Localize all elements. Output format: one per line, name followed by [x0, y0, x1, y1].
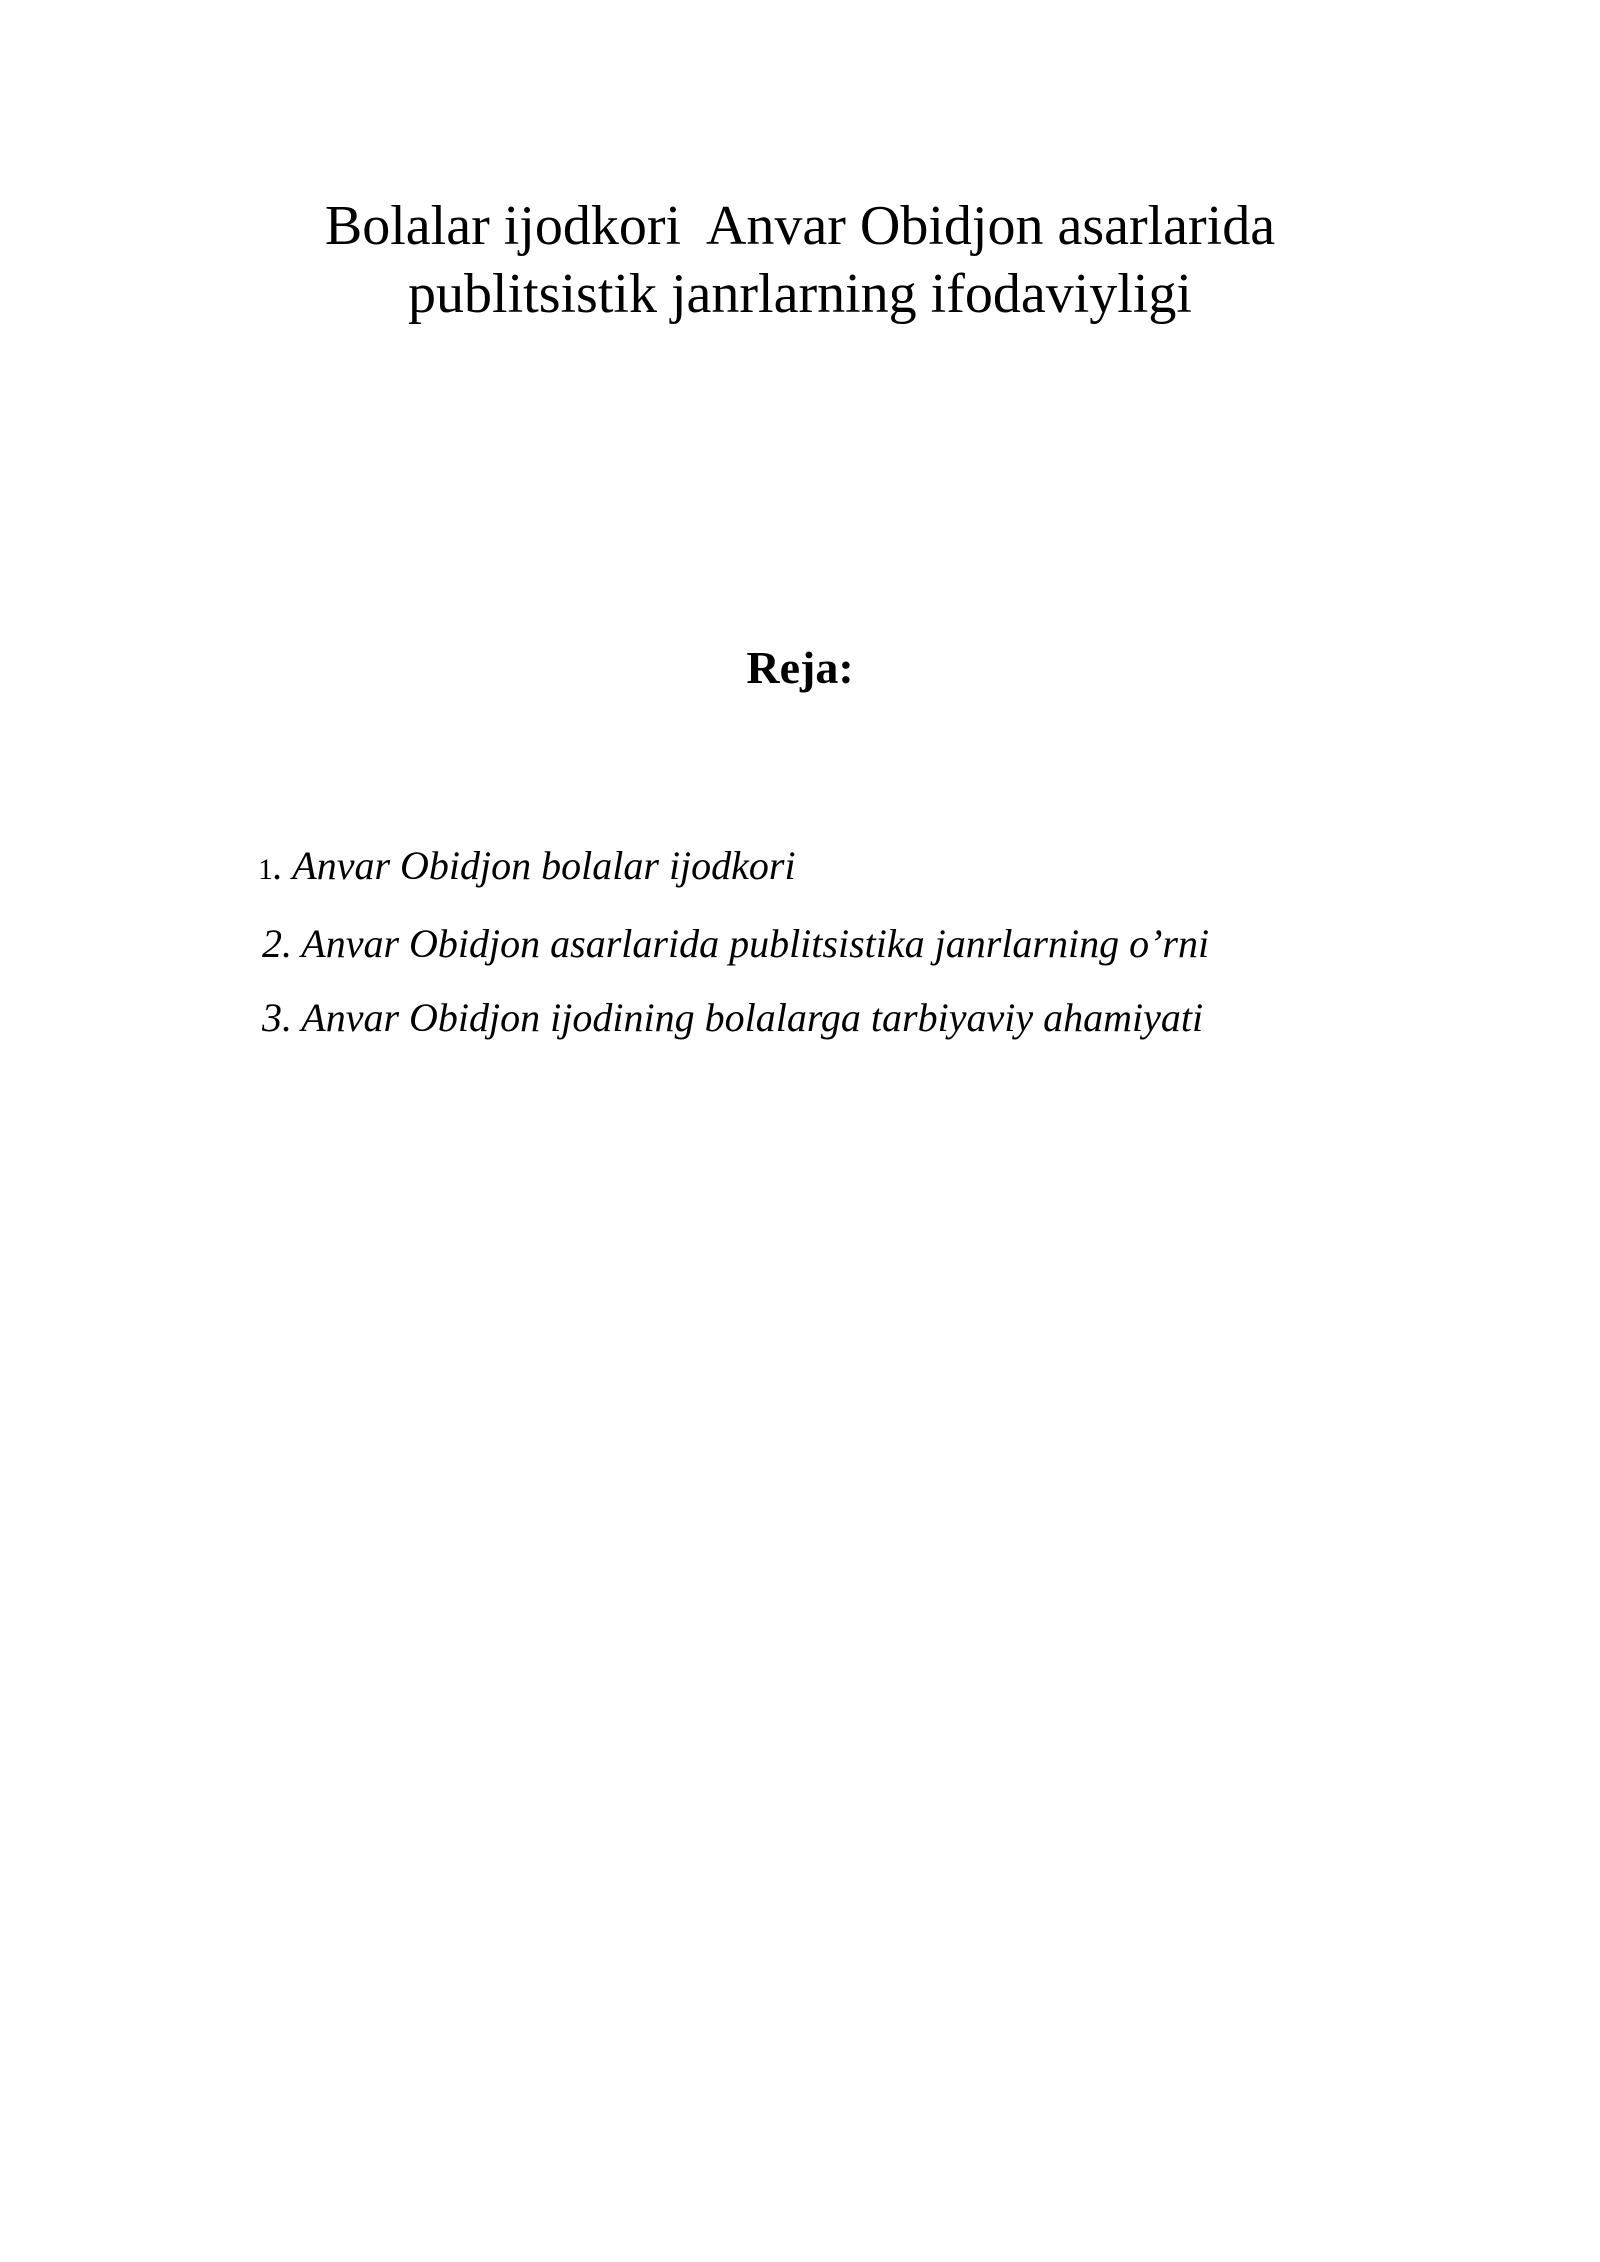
plan-heading: Reja: — [746, 642, 854, 693]
plan-item-2 — [262, 920, 1458, 968]
plan-item-1-text: . Anvar Obidjon bolalar ijodkori — [273, 843, 796, 888]
title-line-2: publitsistik janrlarning ifodaviyligi — [408, 263, 1192, 325]
document-title — [0, 192, 1600, 328]
plan-item-2-text: 2. Anvar Obidjon asarlarida publitsistika janrlarning o’rni — [262, 921, 1210, 966]
plan-item-1-number: 1 — [258, 853, 273, 886]
plan-item-1 — [258, 842, 1458, 894]
plan-item-3 — [262, 994, 1458, 1042]
plan-list — [258, 842, 1458, 1068]
plan-item-3-text: 3. Anvar Obidjon ijodining bolalarga tarbiyaviy ahamiyati — [262, 995, 1204, 1040]
title-line-1: Bolalar ijodkori Anvar Obidjon asarlarida — [324, 195, 1276, 257]
